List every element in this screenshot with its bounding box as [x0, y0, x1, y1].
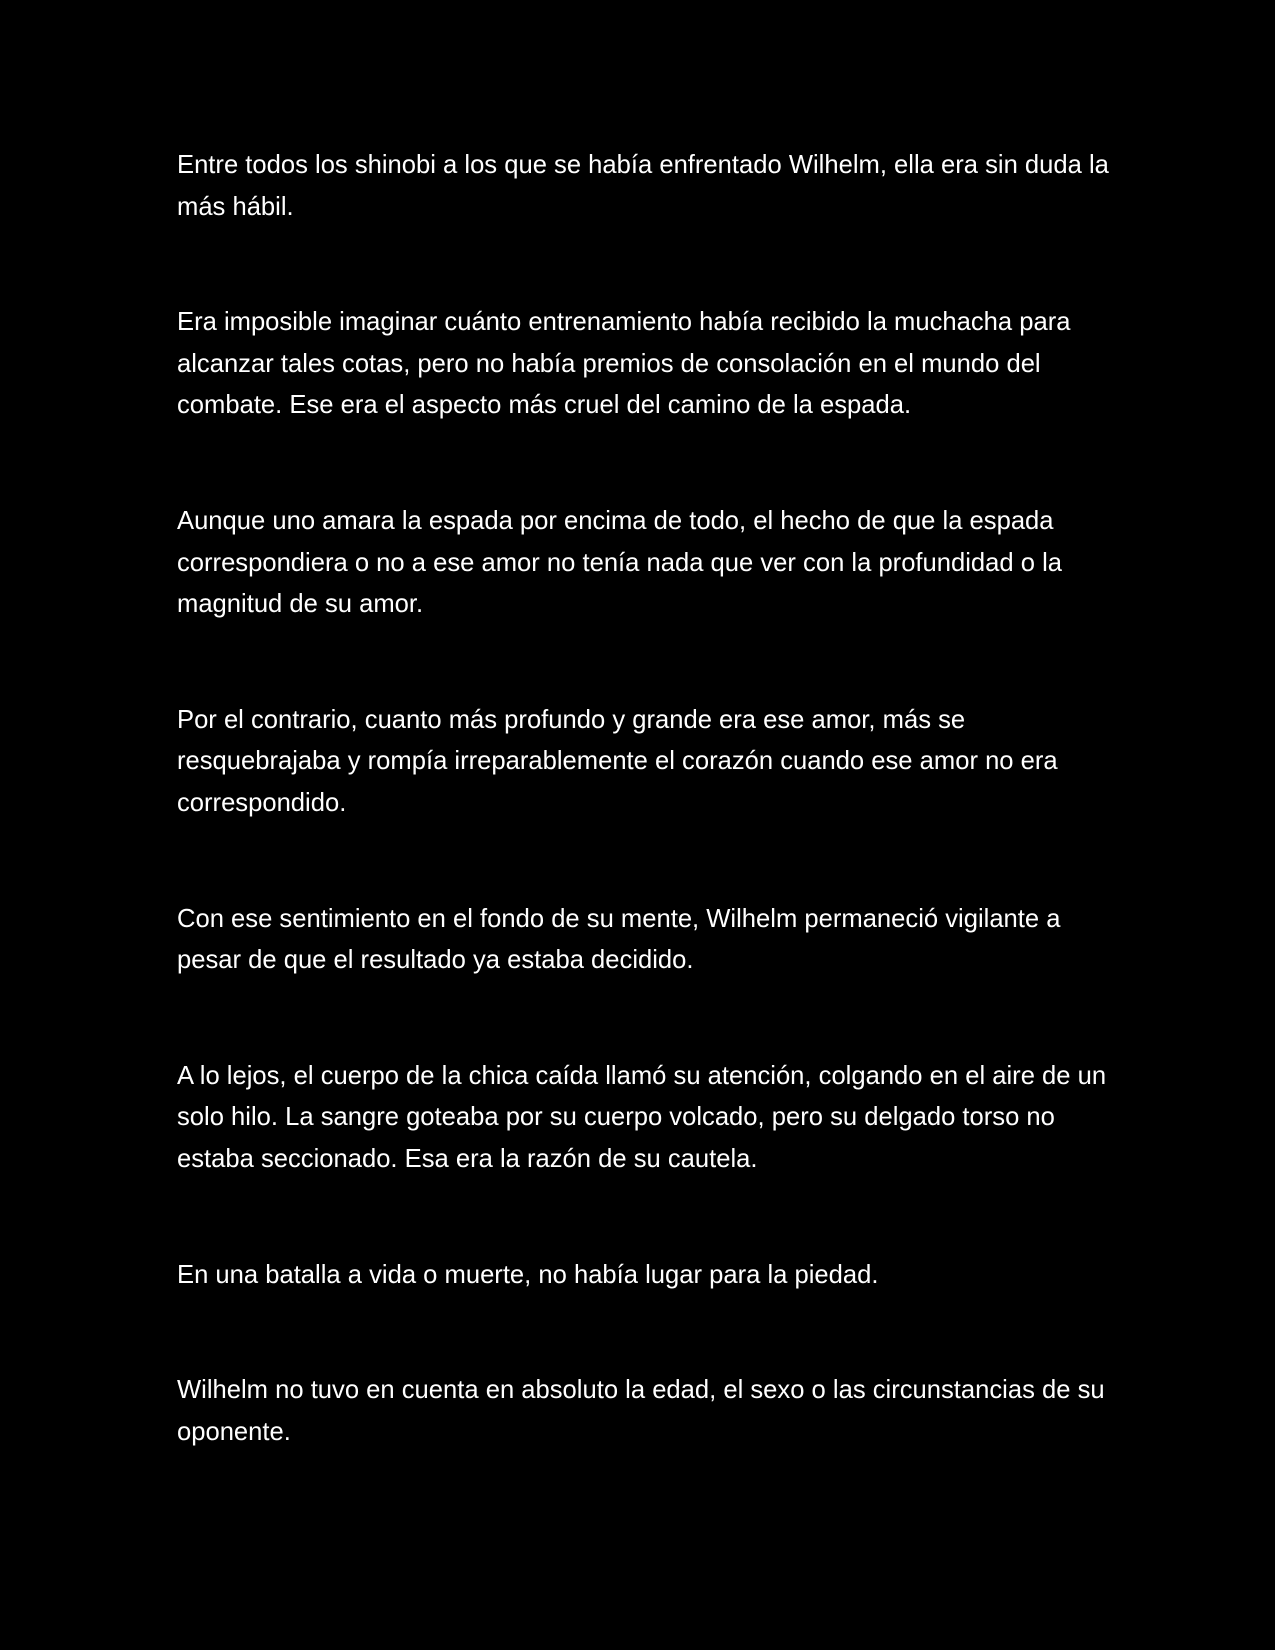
paragraph-5: Con ese sentimiento en el fondo de su mente, Wilhelm permaneció vigilante a pesar de que el resultado ya estaba decidido.	[177, 904, 1061, 975]
paragraph-4: Por el contrario, cuanto más profundo y grande era ese amor, más se resquebrajaba y rompía irreparablemente el corazón cuando ese amor no era correspondido.	[177, 705, 1058, 817]
document-page	[177, 145, 1112, 1453]
paragraph-1: Entre todos los shinobi a los que se había enfrentado Wilhelm, ella era sin duda la más hábil.	[177, 151, 1109, 221]
paragraph-2: Era imposible imaginar cuánto entrenamiento había recibido la muchacha para alcanzar tales cotas, pero no había premios de consolación en el mundo del combate. Ese era el aspecto más cruel del camino de la espada.	[177, 308, 1071, 420]
paragraph-3: Aunque uno amara la espada por encima de todo, el hecho de que la espada correspondiera o no a ese amor no tenía nada que ver con la profundidad o la magnitud de su amor.	[177, 506, 1063, 619]
paragraph-7: En una batalla a vida o muerte, no había lugar para la piedad.	[177, 1260, 879, 1289]
paragraph-6: A lo lejos, el cuerpo de la chica caída llamó su atención, colgando en el aire de un solo hilo. La sangre goteaba por su cuerpo volcado, pero su delgado torso no estaba seccionado. Esa era la razón de su cautela.	[177, 1061, 1107, 1173]
paragraph-8: Wilhelm no tuvo en cuenta en absoluto la edad, el sexo o las circunstancias de su oponente.	[177, 1376, 1105, 1446]
